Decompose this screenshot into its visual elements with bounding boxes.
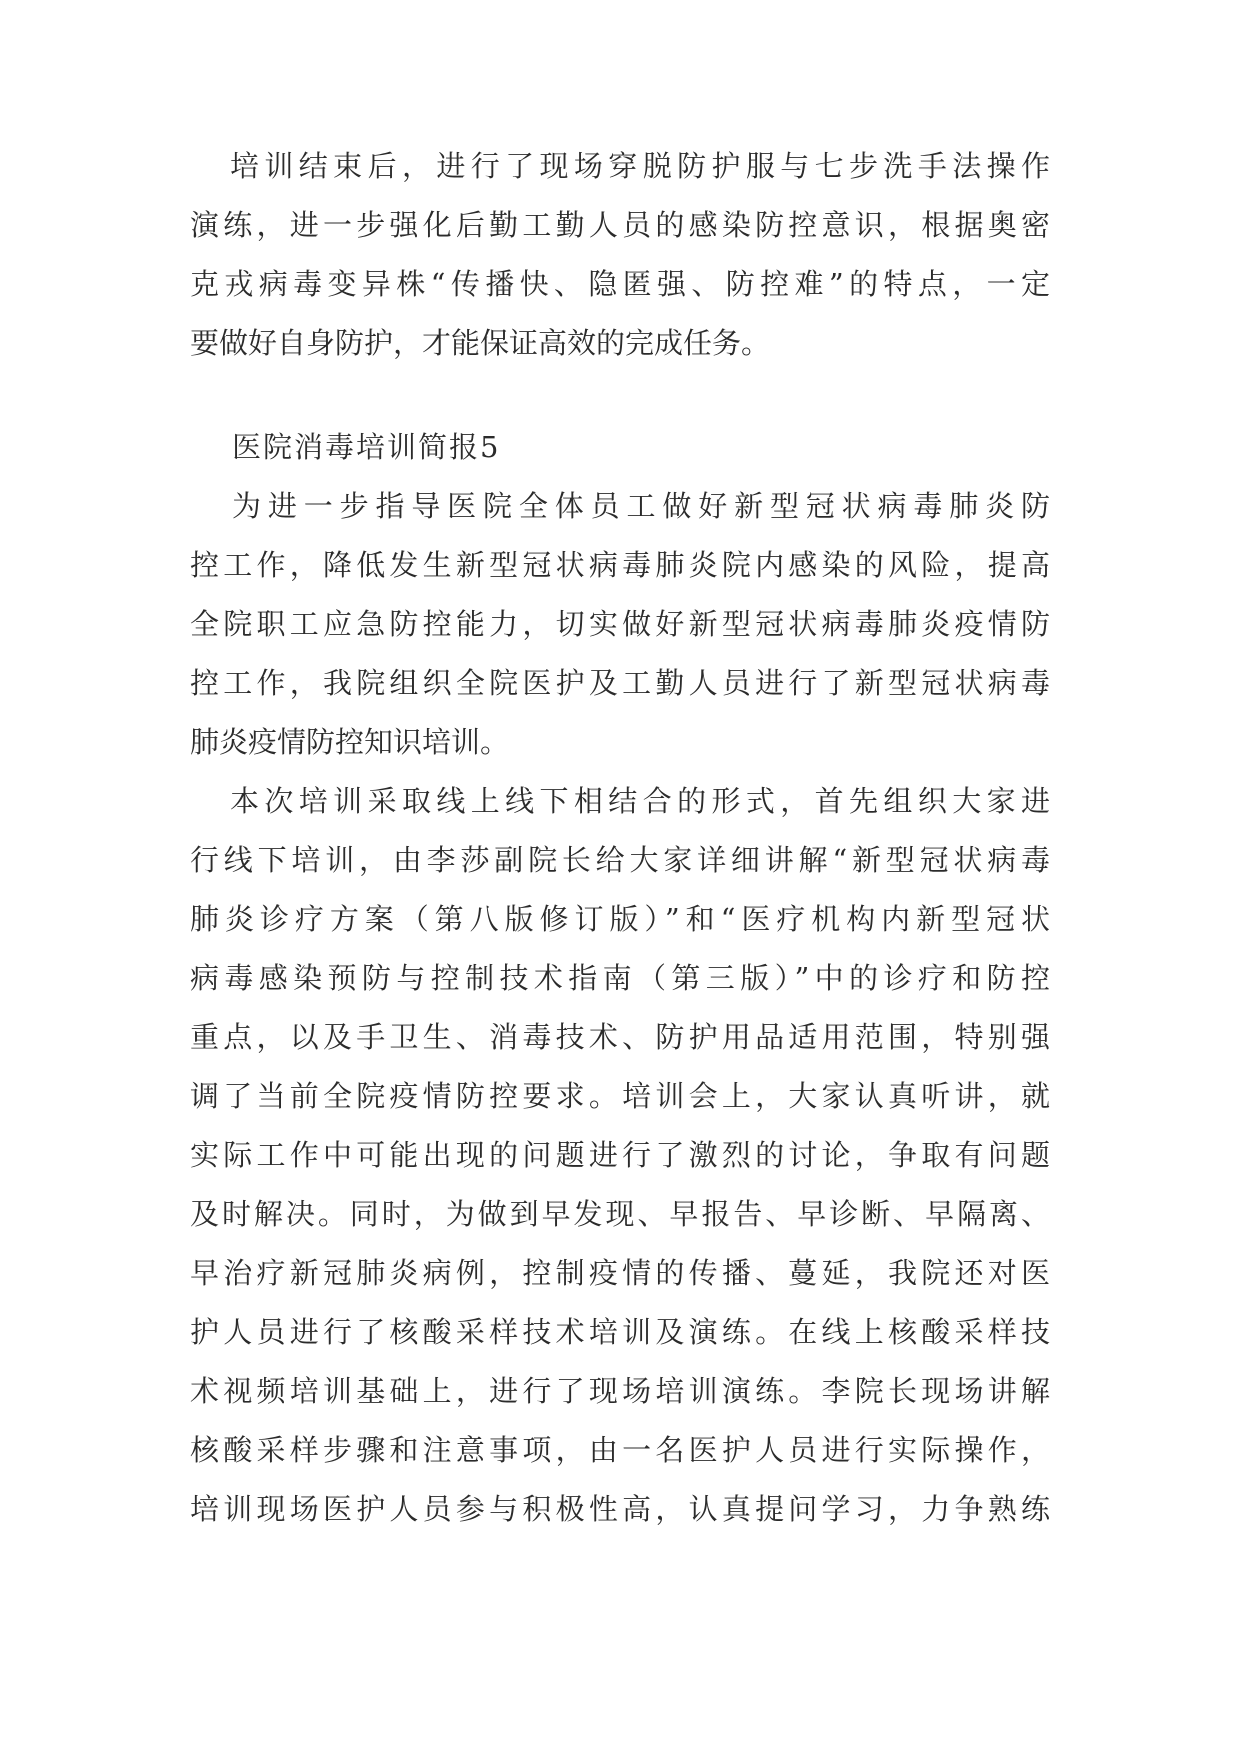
paragraph-2-line: 控工作，我院组织全院医护及工勤人员进行了新型冠状病毒 bbox=[190, 666, 1050, 700]
paragraph-3-line: 核酸采样步骤和注意事项，由一名医护人员进行实际操作， bbox=[190, 1433, 1050, 1467]
paragraph-3-line: 本次培训采取线上线下相结合的形式，首先组织大家进 bbox=[230, 784, 1050, 818]
paragraph-3-line: 护人员进行了核酸采样技术培训及演练。在线上核酸采样技 bbox=[190, 1315, 1050, 1349]
section-heading: 医院消毒培训简报5 bbox=[232, 430, 501, 464]
paragraph-3-line: 培训现场医护人员参与积极性高，认真提问学习，力争熟练 bbox=[190, 1492, 1050, 1526]
paragraph-3-line: 及时解决。同时，为做到早发现、早报告、早诊断、早隔离、 bbox=[190, 1197, 1050, 1231]
paragraph-2-line: 肺炎疫情防控知识培训。 bbox=[190, 725, 510, 759]
paragraph-1-line: 演练，进一步强化后勤工勤人员的感染防控意识，根据奥密 bbox=[190, 208, 1050, 242]
paragraph-1-line: 要做好自身防护，才能保证高效的完成任务。 bbox=[190, 326, 771, 360]
paragraph-3-line: 行线下培训，由李莎副院长给大家详细讲解“新型冠状病毒 bbox=[190, 843, 1050, 877]
paragraph-3-line: 病毒感染预防与控制技术指南（第三版）”中的诊疗和防控 bbox=[190, 961, 1050, 995]
paragraph-1-line: 克戎病毒变异株“传播快、隐匿强、防控难”的特点，一定 bbox=[190, 267, 1050, 301]
paragraph-3-line: 早治疗新冠肺炎病例，控制疫情的传播、蔓延，我院还对医 bbox=[190, 1256, 1050, 1290]
paragraph-2-line: 全院职工应急防控能力，切实做好新型冠状病毒肺炎疫情防 bbox=[190, 607, 1050, 641]
paragraph-3-line: 调了当前全院疫情防控要求。培训会上，大家认真听讲，就 bbox=[190, 1079, 1050, 1113]
paragraph-1-line: 培训结束后，进行了现场穿脱防护服与七步洗手法操作 bbox=[230, 149, 1050, 183]
paragraph-3-line: 术视频培训基础上，进行了现场培训演练。李院长现场讲解 bbox=[190, 1374, 1050, 1408]
paragraph-2-line: 为进一步指导医院全体员工做好新型冠状病毒肺炎防 bbox=[232, 489, 1050, 523]
paragraph-3-line: 肺炎诊疗方案（第八版修订版）”和“医疗机构内新型冠状 bbox=[190, 902, 1050, 936]
paragraph-3-line: 实际工作中可能出现的问题进行了激烈的讨论，争取有问题 bbox=[190, 1138, 1050, 1172]
paragraph-2-line: 控工作，降低发生新型冠状病毒肺炎院内感染的风险，提高 bbox=[190, 548, 1050, 582]
paragraph-3-line: 重点，以及手卫生、消毒技术、防护用品适用范围，特别强 bbox=[190, 1020, 1050, 1054]
